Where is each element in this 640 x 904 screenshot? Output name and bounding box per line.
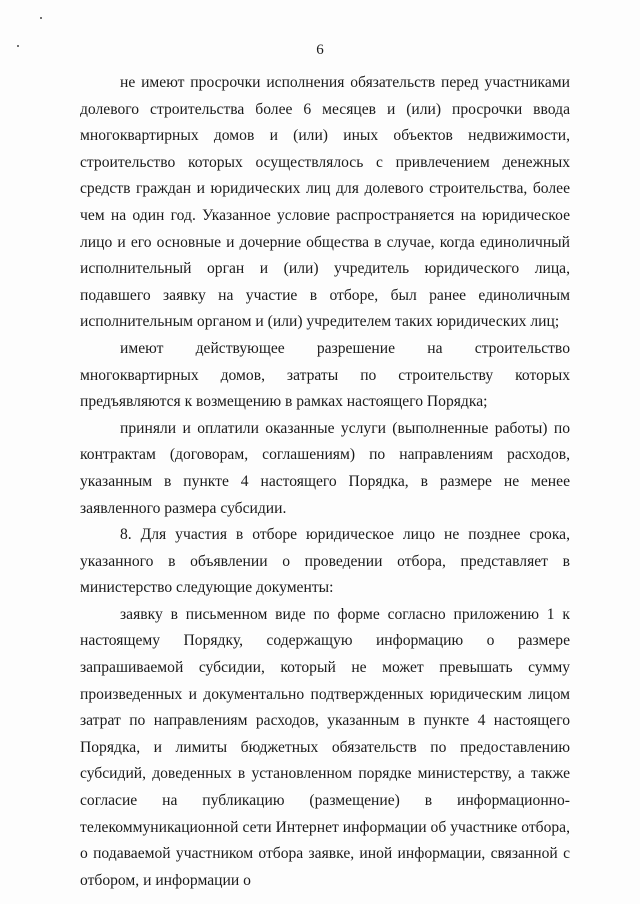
paragraph-paid-services: приняли и оплатили оказанные услуги (выполненные работы) по контрактам (договорам, соглашениям) по направлениям расходов, указанным в пункте 4 настоящего Порядка, в размере не менее заявленного размера субсидии. <box>80 419 570 517</box>
paragraph-permit: имеют действующее разрешение на строительство многоквартирных домов, затраты по строительству которых предъявляются к возмещению в рамках настоящего Порядка; <box>80 339 570 411</box>
paragraph-no-overdue: не имеют просрочки исполнения обязательств перед участниками долевого строительства более 6 месяцев и (или) просрочки ввода многоквартирных домов и (или) иных объектов недвижимости, строительство которых осуществлялось с привлечением денежных средств граждан и юридических лиц для долевого строительства, более чем на один год. Указанное условие распространяется на юридическое лицо и его основные и дочерние общества в случае, когда единоличный исполнительный орган и (или) учредитель юридического лица, подавшего заявку на участие в отборе, был ранее единоличным исполнительным органом и (или) учредителем таких юридических лиц; <box>80 74 570 331</box>
page-number: 6 <box>316 42 324 58</box>
document-body <box>80 70 570 894</box>
scan-speck <box>40 17 42 19</box>
paragraph-item-8: 8. Для участия в отборе юридическое лицо не позднее срока, указанного в объявлении о проведении отбора, представляет в министерство следующие документы: <box>80 526 570 597</box>
paragraph-application: заявку в письменном виде по форме согласно приложению 1 к настоящему Порядку, содержащую информацию о размере запрашиваемой субсидии, который не может превышать сумму произведенных и документально подтвержденных юридическим лицом затрат по направлениям расходов, указанным в пункте 4 настоящего Порядка, и лимиты бюджетных обязательств по предоставлению субсидий, доведенных в установленном порядке министерству, а также согласие на публикацию (размещение) в информационно-телекоммуникационной сети Интернет информации об участнике отбора, о подаваемой участником отбора заявке, иной информации, связанной с отбором, и информации о <box>80 605 570 889</box>
